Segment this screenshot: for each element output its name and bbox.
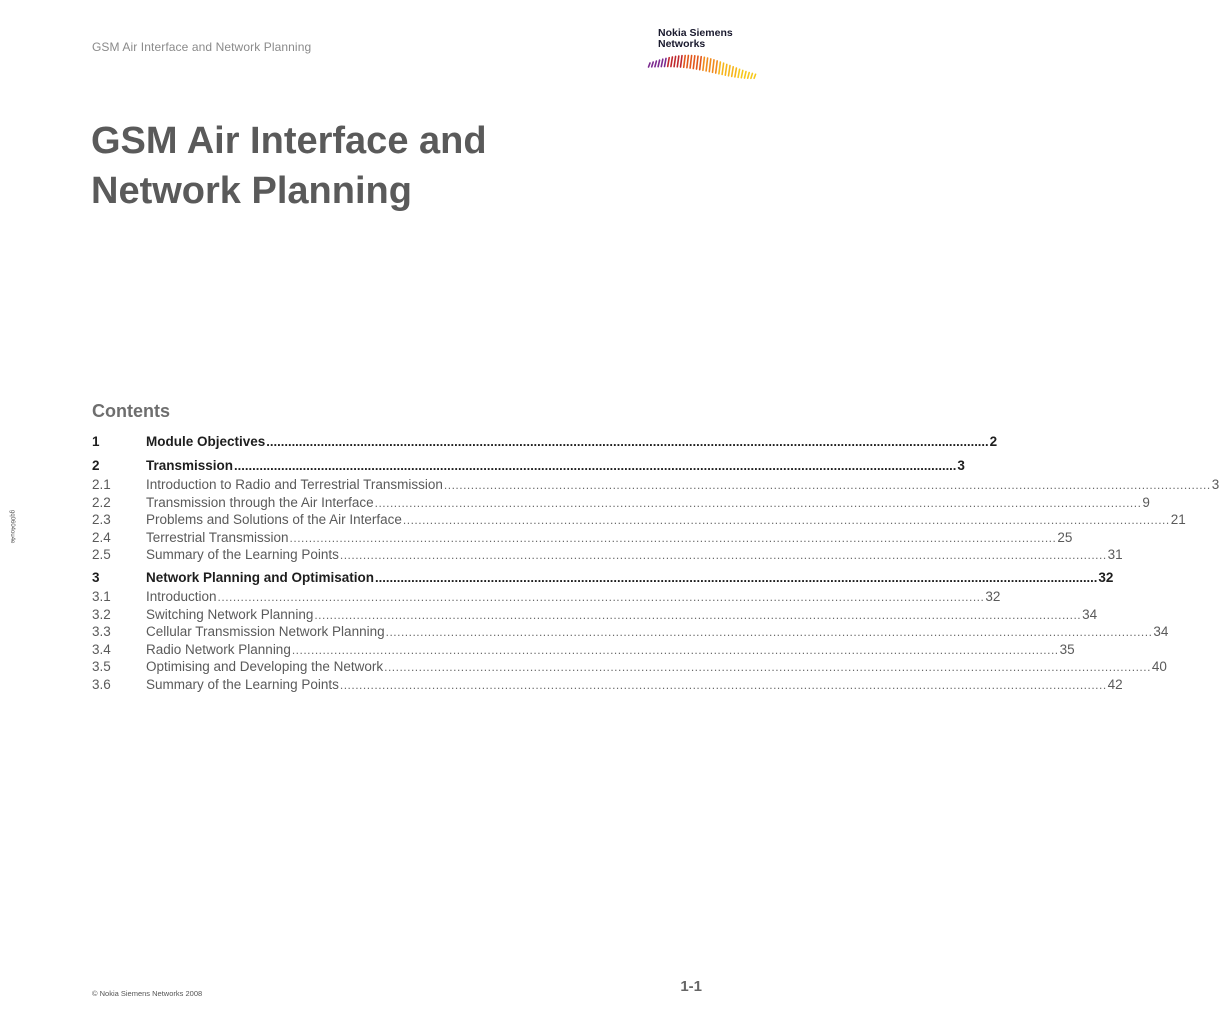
toc-entry-number: 3.5 — [92, 659, 111, 675]
toc-entry-number: 1 — [92, 434, 100, 449]
logo-stripe — [690, 56, 692, 69]
toc-entry-page: 42 — [1107, 676, 1123, 692]
toc-entry-page: 34 — [1082, 606, 1098, 622]
contents-heading: Contents — [92, 401, 170, 421]
logo-stripe — [729, 66, 731, 76]
logo-stripe — [700, 57, 702, 70]
toc-entry-number: 3.3 — [92, 624, 111, 640]
toc-chapter-entry[interactable] — [92, 458, 965, 477]
toc-entry-page: 31 — [1107, 547, 1123, 563]
toc-entry-page: 21 — [1170, 512, 1186, 528]
toc-entry-title: Summary of the Learning Points — [146, 676, 339, 692]
toc-entry-title: Terrestrial Transmission — [146, 529, 289, 545]
logo-stripe — [748, 73, 750, 79]
toc-chapter-entry[interactable] — [92, 434, 998, 453]
toc-entry-page: 40 — [1151, 659, 1167, 675]
toc-dot-leader: ........................................................................................................................................................................................................ — [375, 569, 1098, 585]
logo-stripe — [738, 69, 740, 77]
toc-dot-leader: ........................................................................................................................................................................................................ — [339, 548, 1107, 563]
toc-entry-number: 3.4 — [92, 641, 111, 657]
toc-dot-leader: ........................................................................................................................................................................................................ — [291, 642, 1059, 657]
logo-stripe — [725, 64, 727, 75]
toc-entry-page: 25 — [1057, 529, 1073, 545]
logo-stripe — [658, 60, 660, 67]
logo-stripe — [677, 56, 679, 67]
toc-entry-number: 2.2 — [92, 494, 111, 510]
toc-entry-title: Transmission — [146, 458, 234, 473]
toc-entry-page: 32 — [985, 588, 1001, 604]
running-header: GSM Air Interface and Network Planning — [92, 40, 312, 54]
toc-entry-title: Summary of the Learning Points — [146, 547, 339, 563]
toc-entry-title: Cellular Transmission Network Planning — [146, 624, 385, 640]
toc-entry-number: 3.2 — [92, 606, 111, 622]
logo-wave-icon — [646, 47, 762, 77]
toc-section-entry[interactable] — [92, 641, 1075, 660]
toc-section-entry[interactable] — [92, 529, 1073, 548]
logo-stripe — [681, 56, 683, 67]
logo-line-1: Nokia Siemens — [658, 27, 733, 39]
logo-stripe — [754, 74, 756, 78]
logo-stripe — [697, 56, 699, 69]
logo-stripe — [652, 62, 654, 67]
toc-dot-leader: ........................................................................................................................................................................................................ — [385, 625, 1153, 640]
toc-section-entry[interactable] — [92, 588, 1001, 607]
logo-stripe — [709, 59, 711, 72]
side-document-code: gq0604ou4e — [9, 510, 15, 544]
logo-line-2: Networks — [658, 38, 706, 50]
logo-stripe — [741, 70, 743, 77]
logo-stripe — [735, 68, 737, 77]
toc-dot-leader: ........................................................................................................................................................................................................ — [443, 478, 1211, 492]
logo-stripe — [668, 58, 670, 67]
toc-entry-title: Introduction — [146, 588, 217, 604]
toc-entry-number: 2.1 — [92, 477, 111, 492]
toc-section-entry[interactable] — [92, 512, 1186, 530]
toc-dot-leader: ........................................................................................................................................................................................................ — [266, 434, 989, 449]
toc-section-entry[interactable] — [92, 659, 1167, 677]
toc-entry-page: 3 — [1211, 477, 1219, 492]
logo-stripe — [716, 61, 718, 73]
page-number: 1-1 — [680, 978, 702, 995]
toc-entry-page: 34 — [1153, 624, 1169, 640]
toc-entry-title: Problems and Solutions of the Air Interface — [146, 512, 402, 528]
toc-dot-leader: ........................................................................................................................................................................................................ — [384, 660, 1151, 675]
toc-entry-number: 2 — [92, 458, 100, 473]
nokia-siemens-networks-logo — [646, 27, 762, 77]
logo-stripe — [706, 58, 708, 71]
toc-entry-title: Introduction to Radio and Terrestrial Transmission — [146, 477, 443, 492]
logo-stripe — [722, 63, 724, 74]
toc-entry-title: Switching Network Planning — [146, 606, 314, 622]
toc-dot-leader: ........................................................................................................................................................................................................ — [374, 495, 1142, 510]
toc-chapter-entry[interactable] — [92, 569, 1114, 589]
logo-stripe — [684, 56, 686, 68]
toc-dot-leader: ........................................................................................................................................................................................................ — [217, 589, 985, 604]
logo-stripe — [732, 67, 734, 77]
toc-entry-page: 35 — [1059, 641, 1075, 657]
logo-stripe — [655, 61, 657, 67]
footer-copyright: © Nokia Siemens Networks 2008 — [92, 989, 203, 998]
logo-stripe — [751, 73, 753, 78]
logo-stripe — [745, 72, 747, 79]
toc-entry-title: Radio Network Planning — [146, 641, 291, 657]
toc-section-entry[interactable] — [92, 606, 1098, 625]
toc-entry-title: Transmission through the Air Interface — [146, 494, 374, 510]
toc-entry-title: Module Objectives — [146, 434, 266, 449]
toc-dot-leader: ........................................................................................................................................................................................................ — [402, 513, 1170, 528]
logo-stripe — [665, 58, 667, 66]
toc-section-entry[interactable] — [92, 624, 1169, 642]
logo-stripe — [687, 55, 689, 67]
toc-entry-number: 3 — [92, 569, 100, 585]
toc-entry-number: 3.1 — [92, 588, 111, 604]
toc-section-entry[interactable] — [92, 494, 1150, 513]
toc-dot-leader: ........................................................................................................................................................................................................ — [314, 607, 1082, 622]
toc-entry-page: 2 — [989, 434, 998, 449]
toc-section-entry[interactable] — [92, 477, 1219, 495]
toc-entry-number: 2.5 — [92, 547, 111, 563]
logo-stripe — [674, 56, 676, 66]
toc-section-entry[interactable] — [92, 676, 1123, 695]
toc-dot-leader: ........................................................................................................................................................................................................ — [289, 530, 1057, 545]
logo-stripe — [671, 57, 673, 67]
toc-section-entry[interactable] — [92, 547, 1123, 565]
toc-entry-number: 3.6 — [92, 676, 111, 692]
table-of-contents — [92, 434, 1219, 695]
toc-dot-leader: ........................................................................................................................................................................................................ — [339, 677, 1107, 692]
toc-entry-page: 32 — [1098, 569, 1114, 585]
logo-stripe — [703, 57, 705, 70]
toc-entry-title: Optimising and Developing the Network — [146, 659, 384, 675]
logo-stripe — [649, 63, 651, 67]
logo-stripe — [719, 62, 721, 74]
document-title: GSM Air Interface and Network Planning — [91, 120, 487, 212]
toc-entry-title: Network Planning and Optimisation — [146, 569, 375, 585]
logo-stripe — [693, 56, 695, 69]
toc-entry-page: 3 — [957, 458, 965, 473]
logo-stripe — [713, 60, 715, 73]
logo-stripe — [661, 59, 663, 66]
toc-entry-number: 2.4 — [92, 529, 111, 545]
toc-dot-leader: ........................................................................................................................................................................................................ — [234, 458, 957, 473]
toc-entry-number: 2.3 — [92, 512, 111, 528]
toc-entry-page: 9 — [1142, 494, 1150, 510]
